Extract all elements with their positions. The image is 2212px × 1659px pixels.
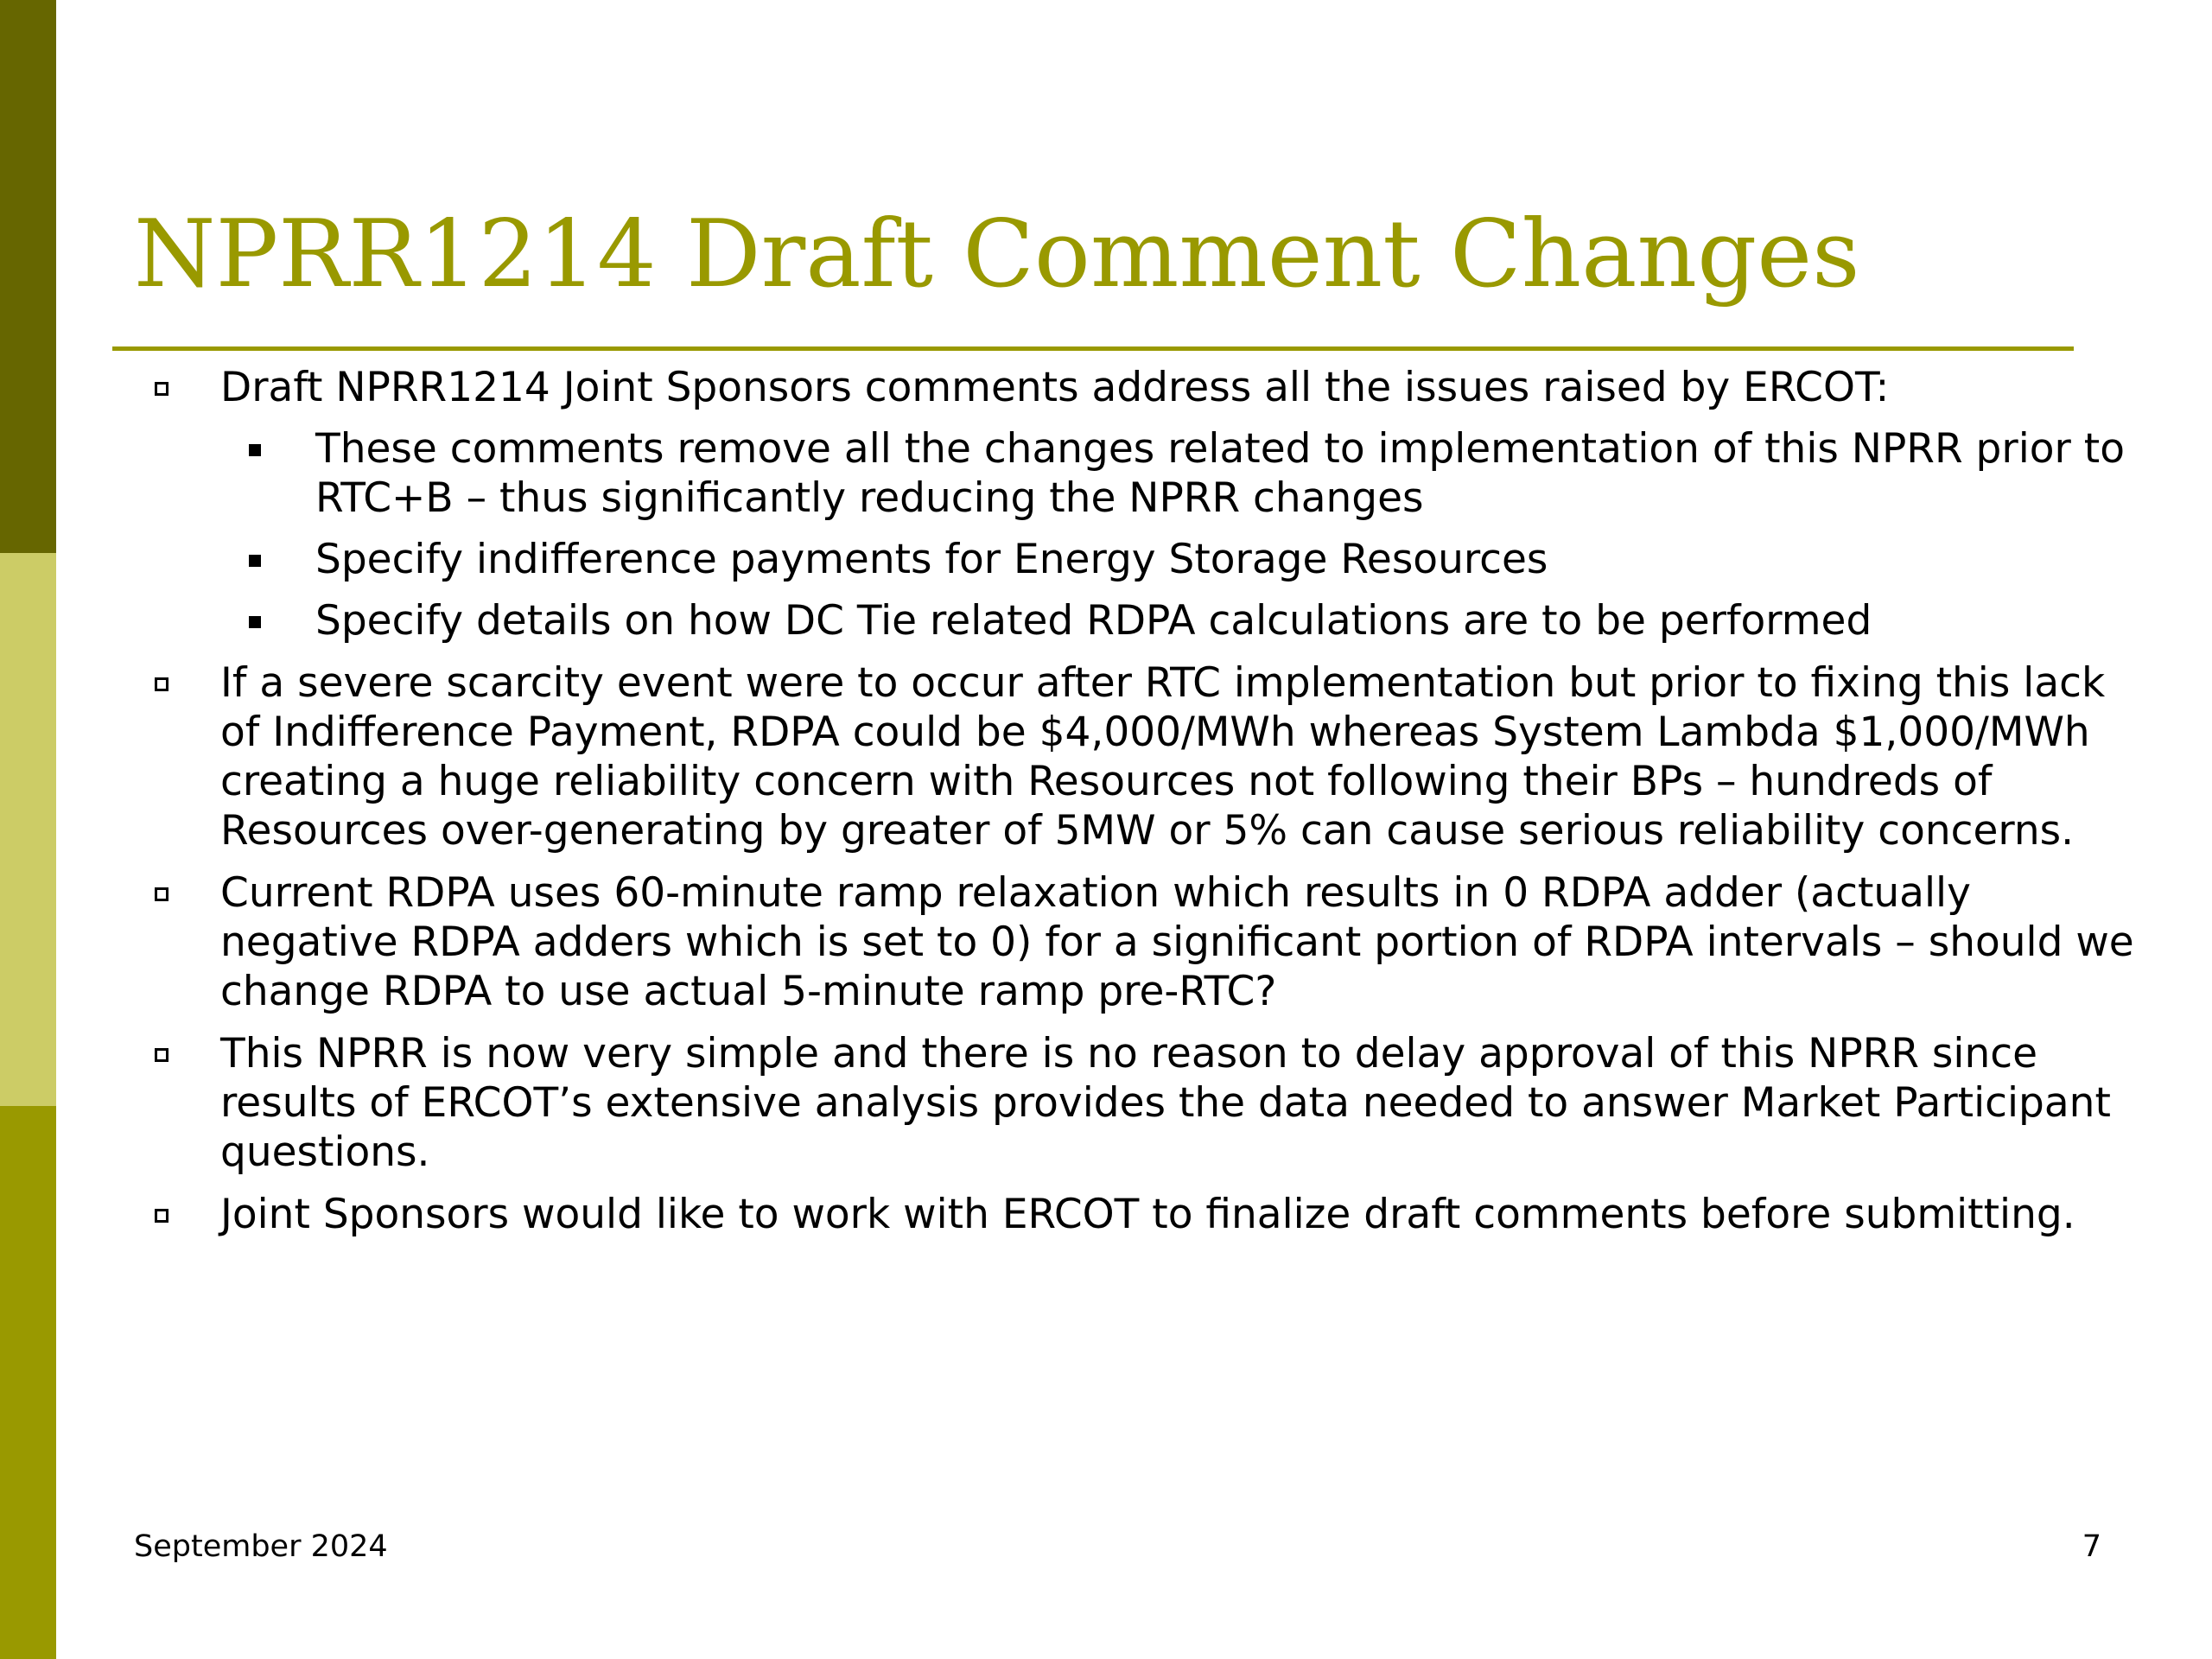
hollow-square-bullet-icon bbox=[155, 887, 168, 901]
side-band-middle bbox=[0, 553, 56, 1106]
sub-bullet-list bbox=[220, 424, 2143, 645]
sub-bullet-text: These comments remove all the changes related to implementation of this NPRR prior to RTC+B – thus significantly reducing the NPRR changes bbox=[315, 425, 2125, 522]
hollow-square-bullet-icon bbox=[155, 382, 168, 396]
bullet-text: Draft NPRR1214 Joint Sponsors comments address all the issues raised by ERCOT: bbox=[220, 364, 1890, 411]
filled-square-bullet-icon bbox=[249, 444, 261, 456]
bullet-text: If a severe scarcity event were to occur after RTC implementation but prior to fixing this lack of Indifference Payment, RDPA could be $4,000/MWh whereas System Lambda $1,000/MWh creating a huge reliability concern with Resources not following their BPs – hundreds of Resources over-generating by greater of 5MW or 5% can cause serious reliability concerns. bbox=[220, 659, 2106, 855]
bullet-item bbox=[130, 1190, 2143, 1239]
side-band-top bbox=[0, 0, 56, 553]
bullet-item bbox=[130, 868, 2143, 1016]
bullet-text: Current RDPA uses 60-minute ramp relaxation which results in 0 RDPA adder (actually negative RDPA adders which is set to 0) for a significant portion of RDPA intervals – should we change RDPA to use actual 5-minute ramp pre-RTC? bbox=[220, 869, 2134, 1015]
filled-square-bullet-icon bbox=[249, 616, 261, 628]
page-number: 7 bbox=[2082, 1529, 2101, 1564]
title-underline bbox=[112, 346, 2074, 351]
slide-title: NPRR1214 Draft Comment Changes bbox=[134, 200, 1860, 308]
bullet-item bbox=[130, 1029, 2143, 1177]
sub-bullet-text: Specify indifference payments for Energy Storage Resources bbox=[315, 536, 1548, 583]
bullet-item bbox=[130, 363, 2143, 645]
hollow-square-bullet-icon bbox=[155, 677, 168, 691]
bullet-list bbox=[130, 363, 2143, 1252]
bullet-text: Joint Sponsors would like to work with ERCOT to finalize draft comments before submitting. bbox=[220, 1191, 2075, 1238]
bullet-text: This NPRR is now very simple and there is no reason to delay approval of this NPRR since results of ERCOT’s extensive analysis provides the data needed to answer Market Participant questions. bbox=[220, 1030, 2111, 1176]
footer-date: September 2024 bbox=[134, 1529, 388, 1564]
sub-bullet-item bbox=[130, 535, 2143, 584]
side-band-bottom bbox=[0, 1106, 56, 1659]
sub-bullet-text: Specify details on how DC Tie related RDPA calculations are to be performed bbox=[315, 597, 1872, 645]
filled-square-bullet-icon bbox=[249, 555, 261, 567]
bullet-item bbox=[130, 658, 2143, 855]
hollow-square-bullet-icon bbox=[155, 1209, 168, 1223]
sub-bullet-item bbox=[130, 424, 2143, 523]
sub-bullet-item bbox=[130, 596, 2143, 645]
hollow-square-bullet-icon bbox=[155, 1048, 168, 1062]
